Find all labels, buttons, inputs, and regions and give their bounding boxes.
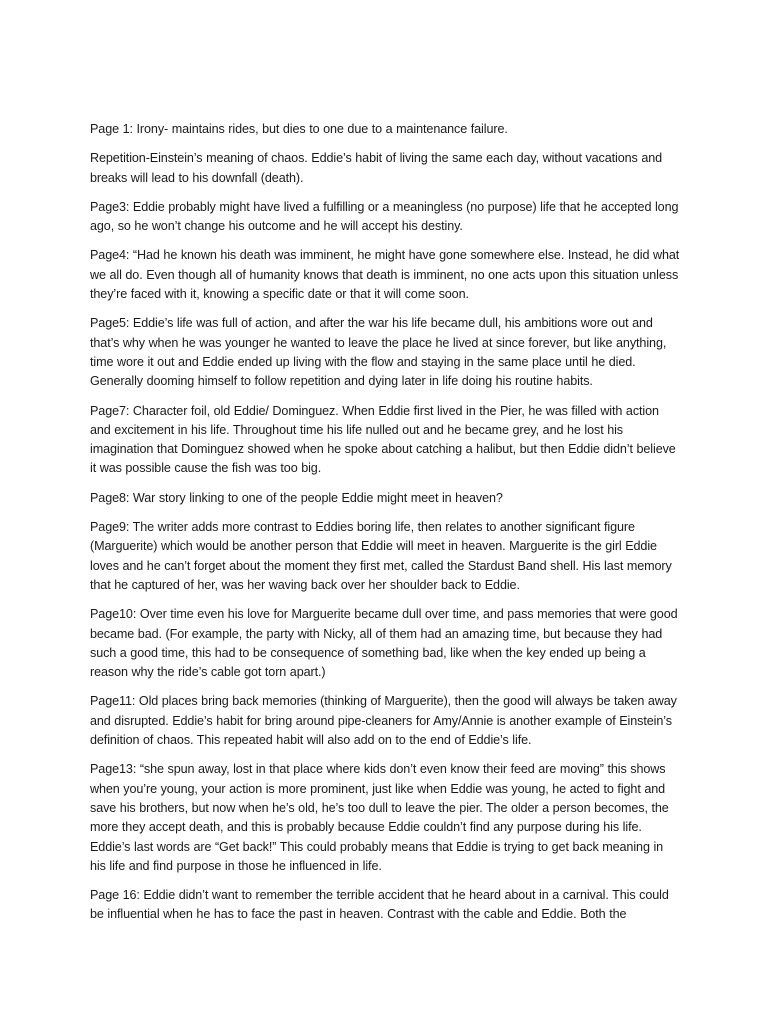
paragraph-page-7: Page7: Character foil, old Eddie/ Dominguez. When Eddie first lived in the Pier, he was filled with action and excitement in his life. Throughout time his life nulled out and he became grey, and he lost his imagination that Dominguez showed when he spoke about catching a halibut, but then Eddie didn’t believe it was possible cause the fish was too big. bbox=[90, 403, 676, 476]
paragraph-page-5: Page5: Eddie’s life was full of action, and after the war his life became dull, his ambitions wore out and that’s why when he was younger he wanted to leave the place he lived at since forever, but like anything, time wore it out and Eddie ended up living with the flow and staying in the same place until he died. Generally dooming himself to follow repetition and dying later in life doing his routine habits. bbox=[90, 316, 667, 389]
paragraph-page-16: Page 16: Eddie didn’t want to remember the terrible accident that he heard about in a carnival. This could be influential when he has to face the past in heaven. Contrast with the cable and Eddie. Both the bbox=[90, 888, 669, 922]
paragraph-page-9: Page9: The writer adds more contrast to Eddies boring life, then relates to another significant figure (Marguerite) which would be another person that Eddie will meet in heaven. Marguerite is the girl Eddie loves and he can’t forget about the moment they first met, called the Stardust Band shell. His last memory that he captured of her, was her waving back over her shoulder back to Eddie. bbox=[90, 520, 672, 592]
paragraph-repetition: Repetition-Einstein’s meaning of chaos. Eddie’s habit of living the same each day, without vacations and breaks will lead to his downfall (death). bbox=[90, 151, 663, 185]
paragraph-page-3: Page3: Eddie probably might have lived a fulfilling or a meaningless (no purpose) life that he accepted long ago, so he won’t change his outcome and he will accept his destiny. bbox=[90, 199, 679, 234]
document-body bbox=[90, 120, 680, 935]
paragraph-page-1: Page 1: Irony- maintains rides, but dies to one due to a maintenance failure. bbox=[90, 122, 508, 136]
paragraph-page-8: Page8: War story linking to one of the people Eddie might meet in heaven? bbox=[90, 490, 503, 505]
paragraph-page-11: Page11: Old places bring back memories (thinking of Marguerite), then the good will always be taken away and disrupted. Eddie’s habit for bring around pipe-cleaners for Amy/Annie is another example of Einstein’s definition of chaos. This repeated habit will also add on to the end of Eddie’s life. bbox=[90, 694, 677, 748]
paragraph-page-10: Page10: Over time even his love for Marguerite became dull over time, and pass memories that were good became bad. (For example, the party with Nicky, all of them had an amazing time, but because they had such a good time, this had to be consequence of something bad, like when the key ended up being a reason why the ride’s cable got torn apart.) bbox=[90, 607, 678, 680]
paragraph-page-4: Page4: “Had he known his death was imminent, he might have gone somewhere else. Instead, he did what we all do. Even though all of humanity knows that death is imminent, no one acts upon this situation unless they’re faced with it, knowing a specific date or that it will come soon. bbox=[90, 248, 680, 302]
paragraph-page-13: Page13: “she spun away, lost in that place where kids don’t even know their feed are moving” this shows when you’re young, your action is more prominent, just like when Eddie was young, he acted to fight and save his brothers, but now when he’s old, he’s too dull to leave the pier. The older a person becomes, the more they accept death, and this is probably because Eddie couldn’t find any purpose during his life. Eddie’s last words are “Get back!” This could probably means that Eddie is trying to get back meaning in his life and find purpose in those he influenced in life. bbox=[90, 762, 669, 873]
